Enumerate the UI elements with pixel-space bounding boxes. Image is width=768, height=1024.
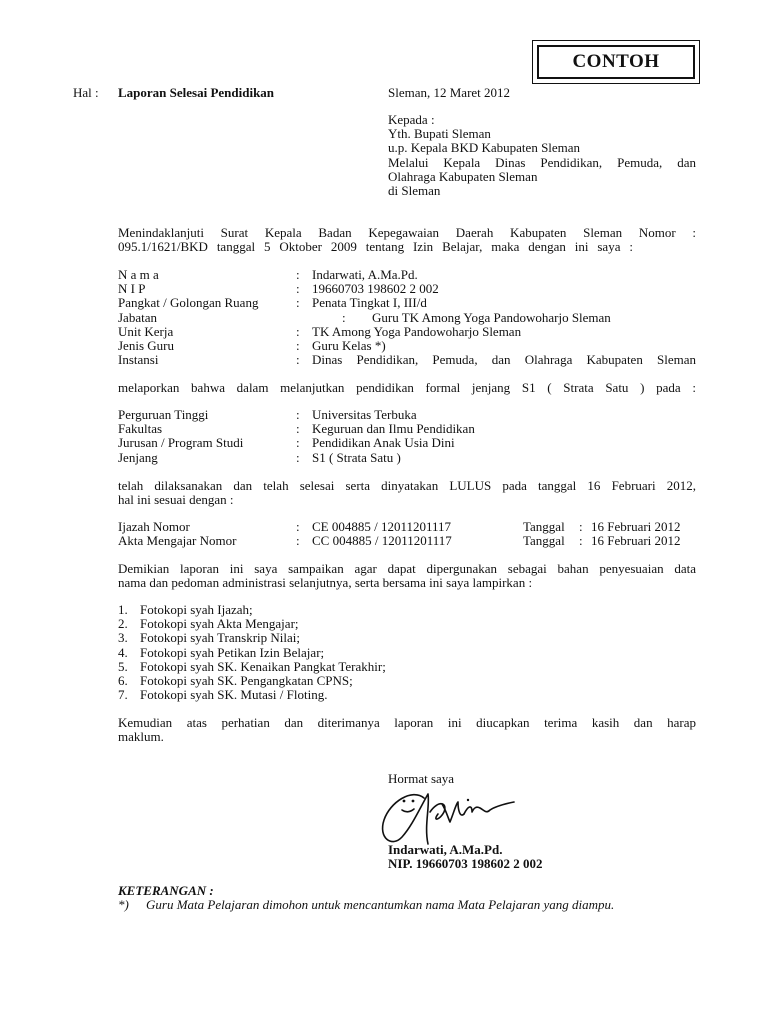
education-separator: : <box>296 407 300 422</box>
thanks-line-2: maklum. <box>118 729 164 744</box>
recipient-line: Kepada : <box>388 112 435 127</box>
certificate-label: Ijazah Nomor <box>118 519 190 534</box>
attachment-text: Fotokopi syah SK. Mutasi / Floting. <box>140 687 328 703</box>
identity-label: Unit Kerja <box>118 323 174 339</box>
identity-value: Guru TK Among Yoga Pandowoharjo Sleman <box>372 309 611 325</box>
attachment-text: Fotokopi syah SK. Pengangkatan CPNS; <box>140 672 353 688</box>
identity-separator: : <box>296 267 300 282</box>
recipient-line: u.p. Kepala BKD Kabupaten Sleman <box>388 140 581 156</box>
education-separator: : <box>296 435 300 451</box>
education-separator: : <box>296 449 300 465</box>
attachment-item <box>118 631 386 645</box>
note-title: KETERANGAN : <box>118 883 214 898</box>
intro-line-1: Menindaklanjuti Surat Kepala Badan Kepegawaian Daerah Kabupaten Sleman Nomor : <box>118 225 696 240</box>
education-value: Universitas Terbuka <box>312 407 417 422</box>
passed-line-1: telah dilaksanakan dan telah selesai serta dinyatakan LULUS pada tanggal 16 Februari 2012, <box>118 478 696 493</box>
certificate-date-label: Tanggal <box>523 519 565 534</box>
identity-label: Jabatan <box>118 309 157 325</box>
identity-separator: : <box>296 352 300 368</box>
certificate-separator: : <box>296 533 300 549</box>
recipient-block <box>388 113 696 198</box>
thanks-line-1: Kemudian atas perhatian dan diterimanya laporan ini diucapkan terima kasih dan harap <box>118 715 696 730</box>
certificate-date-separator: : <box>579 533 583 549</box>
attachment-text: Fotokopi syah Ijazah; <box>140 602 253 617</box>
identity-value: 19660703 198602 2 002 <box>312 281 439 297</box>
identity-separator: : <box>296 295 300 311</box>
passed-line-2: hal ini sesuai dengan : <box>118 492 234 507</box>
attachment-item <box>118 688 386 702</box>
education-label: Jenjang <box>118 449 158 465</box>
note-text: Guru Mata Pelajaran dimohon untuk mencantumkan nama Mata Pelajaran yang diampu. <box>146 897 615 912</box>
education-separator: : <box>296 421 300 437</box>
contoh-stamp <box>532 40 700 84</box>
attachment-number: 2. <box>118 616 128 632</box>
attachment-number: 5. <box>118 658 128 674</box>
certificate-date: 16 Februari 2012 <box>591 519 681 534</box>
recipient-line: Olahraga Kabupaten Sleman <box>388 168 538 184</box>
intro-line-2: 095.1/1621/BKD tanggal 5 Oktober 2009 tentang Izin Belajar, maka dengan ini saya : <box>118 239 633 254</box>
certificate-date-label: Tanggal <box>523 533 565 549</box>
attachment-text: Fotokopi syah Transkrip Nilai; <box>140 630 300 646</box>
hal-value: Laporan Selesai Pendidikan <box>118 85 275 100</box>
identity-separator: : <box>342 309 346 325</box>
identity-value: TK Among Yoga Pandowoharjo Sleman <box>312 323 522 339</box>
identity-label: Jenis Guru <box>118 338 174 353</box>
recipient-line: di Sleman <box>388 182 441 198</box>
attachment-text: Fotokopi syah SK. Kenaikan Pangkat Terakhir; <box>140 658 386 674</box>
signature-greeting: Hormat saya <box>388 771 455 786</box>
identity-label: N I P <box>118 281 146 297</box>
certificate-separator: : <box>296 519 300 534</box>
place-date: Sleman, 12 Maret 2012 <box>388 85 511 100</box>
certificate-date-separator: : <box>579 519 583 534</box>
identity-label: N a m a <box>118 267 159 282</box>
note-mark: *) <box>118 897 129 912</box>
certificate-number: CE 004885 / 12011201117 <box>312 519 452 534</box>
attachment-item <box>118 646 386 660</box>
attachment-item <box>118 660 386 674</box>
identity-value: Dinas Pendidikan, Pemuda, dan Olahraga Kabupaten Sleman <box>312 352 696 368</box>
report-line: melaporkan bahwa dalam melanjutkan pendidikan formal jenjang S1 ( Strata Satu ) pada : <box>118 380 696 395</box>
certificate-number: CC 004885 / 12011201117 <box>312 533 452 549</box>
attachment-number: 7. <box>118 687 128 703</box>
contoh-stamp-label: CONTOH <box>537 45 695 79</box>
recipient-line: Yth. Bupati Sleman <box>388 126 491 142</box>
identity-separator: : <box>296 323 300 339</box>
attachment-text: Fotokopi syah Akta Mengajar; <box>140 616 299 632</box>
attachment-item <box>118 603 386 617</box>
education-value: S1 ( Strata Satu ) <box>312 449 401 465</box>
closing-line-1: Demikian laporan ini saya sampaikan agar dapat dipergunakan sebagai bahan penyesuaian data <box>118 561 696 576</box>
identity-value: Guru Kelas *) <box>312 338 386 353</box>
attachment-number: 4. <box>118 644 128 660</box>
identity-label: Pangkat / Golongan Ruang <box>118 295 259 311</box>
identity-value: Indarwati, A.Ma.Pd. <box>312 267 418 282</box>
education-label: Jurusan / Program Studi <box>118 435 244 451</box>
certificate-label: Akta Mengajar Nomor <box>118 533 237 549</box>
attachment-number: 6. <box>118 672 128 688</box>
signature-name: Indarwati, A.Ma.Pd. <box>388 842 503 857</box>
education-label: Fakultas <box>118 421 163 437</box>
identity-table <box>118 268 698 368</box>
identity-value: Penata Tingkat I, III/d <box>312 295 427 311</box>
education-label: Perguruan Tinggi <box>118 407 209 422</box>
education-table <box>118 408 698 468</box>
hal-label: Hal : <box>73 85 99 100</box>
education-value: Pendidikan Anak Usia Dini <box>312 435 455 451</box>
attachment-list <box>118 603 386 702</box>
identity-separator: : <box>296 338 300 353</box>
education-value: Keguruan dan Ilmu Pendidikan <box>312 421 475 437</box>
closing-line-2: nama dan pedoman administrasi selanjutnya, serta bersama ini saya lampirkan : <box>118 575 533 590</box>
certificate-date: 16 Februari 2012 <box>591 533 681 549</box>
identity-row <box>118 353 698 367</box>
identity-label: Instansi <box>118 352 159 368</box>
attachment-number: 3. <box>118 630 128 646</box>
attachment-item <box>118 617 386 631</box>
attachment-item <box>118 674 386 688</box>
attachment-number: 1. <box>118 602 128 617</box>
attachment-text: Fotokopi syah Petikan Izin Belajar; <box>140 644 325 660</box>
recipient-line: Melalui Kepala Dinas Pendidikan, Pemuda, dan <box>388 154 696 170</box>
certificate-table <box>118 520 698 550</box>
signature-nip: NIP. 19660703 198602 2 002 <box>388 856 543 871</box>
identity-separator: : <box>296 281 300 297</box>
